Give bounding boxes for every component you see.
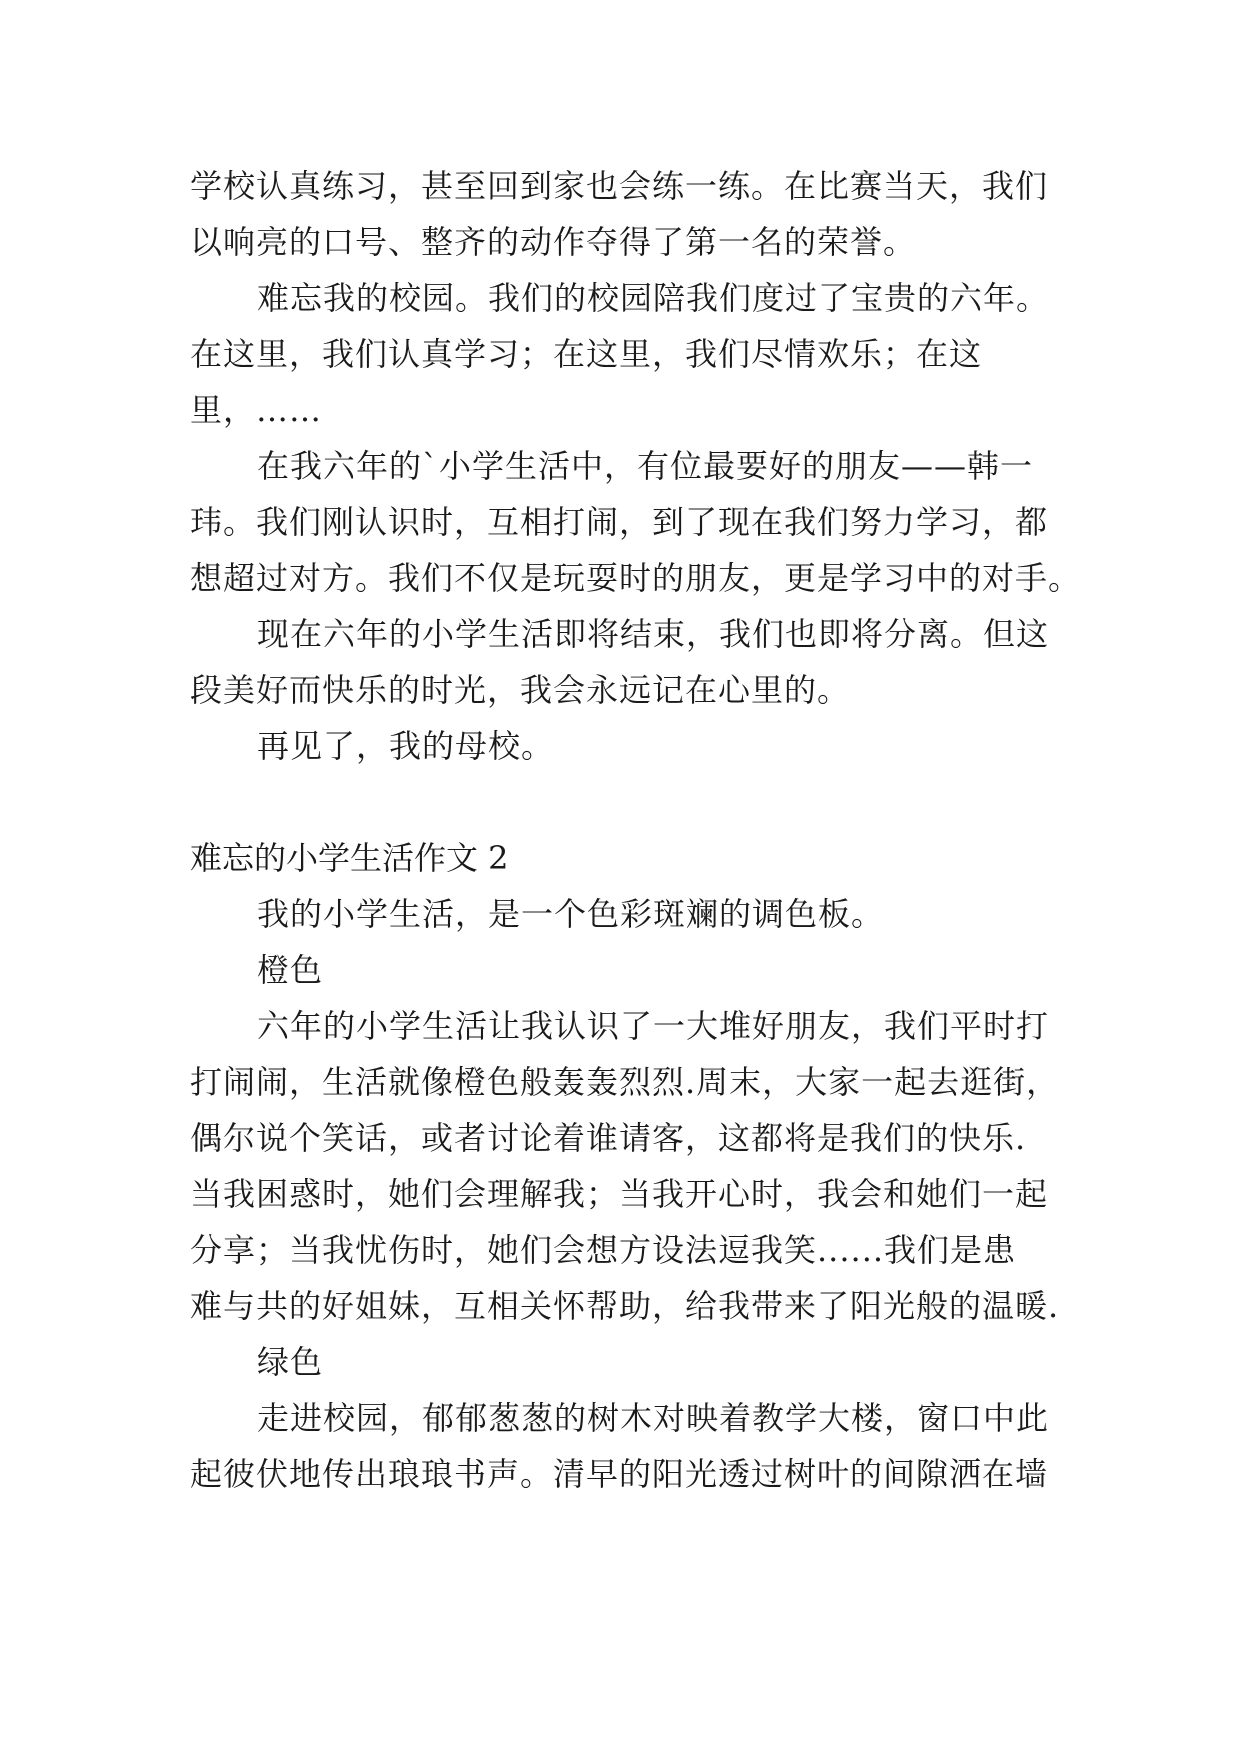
paragraph-line: 再见了，我的母校。 [257,727,555,765]
paragraph-line: 当我困惑时，她们会理解我；当我开心时，我会和她们一起 [190,1175,1049,1213]
subheading-orange: 橙色 [257,951,324,989]
paragraph-line: 在这里，我们认真学习；在这里，我们尽情欢乐；在这 [190,335,983,373]
paragraph-line: 难忘我的校园。我们的校园陪我们度过了宝贵的六年。 [257,279,1050,317]
paragraph-line: 走进校园，郁郁葱葱的树木对映着教学大楼，窗口中此 [257,1399,1050,1437]
paragraph-line: 打闹闹，生活就像橙色般轰轰烈烈.周末，大家一起去逛街， [190,1063,1060,1101]
paragraph-line: 分享；当我忧伤时，她们会想方设法逗我笑......我们是患 [190,1231,1017,1269]
paragraph-line: 六年的小学生活让我认识了一大堆好朋友，我们平时打 [257,1007,1050,1045]
paragraph-line: 我的小学生活，是一个色彩斑斓的调色板。 [257,895,885,933]
paragraph-line: 段美好而快乐的时光，我会永远记在心里的。 [190,671,851,709]
paragraph-line: 玮。我们刚认识时，互相打闹，到了现在我们努力学习，都 [190,503,1049,541]
paragraph-line: 想超过对方。我们不仅是玩耍时的朋友，更是学习中的对手。 [190,559,1082,597]
paragraph-line: 现在六年的小学生活即将结束，我们也即将分离。但这 [257,615,1050,653]
subheading-green: 绿色 [257,1343,324,1381]
essay-heading: 难忘的小学生活作文 2 [190,839,509,877]
paragraph-line: 起彼伏地传出琅琅书声。清早的阳光透过树叶的间隙洒在墙 [190,1455,1049,1493]
paragraph-line: 以响亮的口号、整齐的动作夺得了第一名的荣誉。 [190,223,917,261]
paragraph-line: 偶尔说个笑话，或者讨论着谁请客，这都将是我们的快乐. [190,1119,1027,1157]
paragraph-line: 在我六年的`小学生活中，有位最要好的朋友——韩一 [257,447,1034,485]
paragraph-line: 里，…… [190,391,323,429]
paragraph-line: 难与共的好姐妹，互相关怀帮助，给我带来了阳光般的温暖. [190,1287,1060,1325]
essay-body [190,158,1082,1502]
paragraph-line: 学校认真练习，甚至回到家也会练一练。在比赛当天，我们 [190,167,1049,205]
section-spacer [190,774,1070,830]
